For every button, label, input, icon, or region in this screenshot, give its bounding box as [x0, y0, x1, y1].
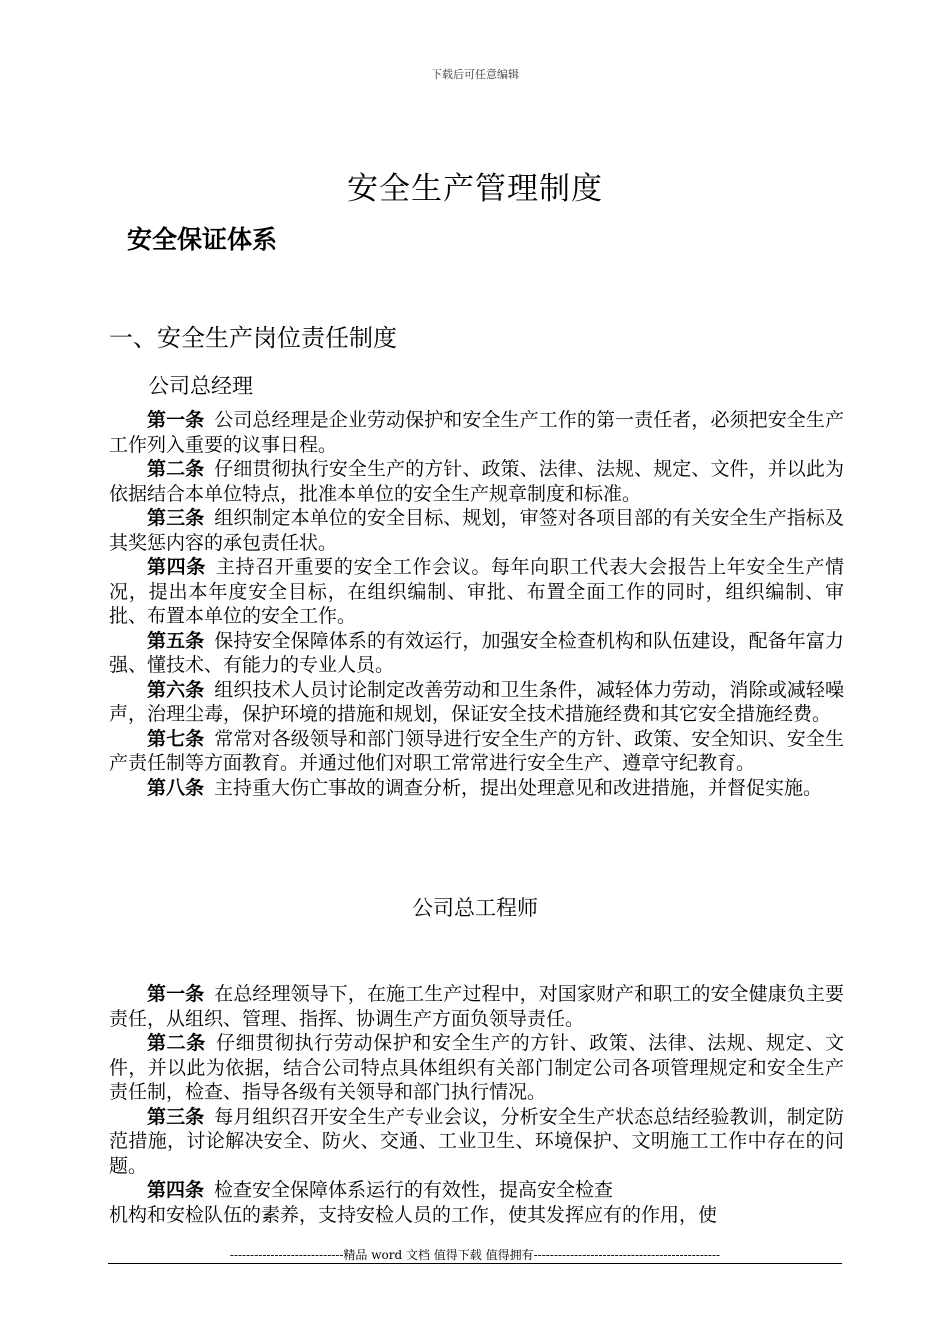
article-text: 主持召开重要的安全工作会议。每年向职工代表大会报告上年安全生产情况，提出本年度安全目标，在组织编制、审批、布置全面工作的同时，组织编制、审批、布置本单位的安全工作。	[109, 556, 844, 627]
article-text: 检查安全保障体系运行的有效性，提高安全检查	[214, 1179, 614, 1201]
article	[109, 776, 844, 801]
section-heading: 一、安全生产岗位责任制度	[109, 324, 397, 352]
article	[109, 457, 844, 506]
article	[109, 678, 844, 727]
chief-engineer-articles	[109, 982, 844, 1227]
article-number: 第八条	[147, 776, 205, 799]
article-text: 组织技术人员讨论制定改善劳动和卫生条件，减轻体力劳动，消除或减轻噪声，治理尘毒，保护环境的措施和规划，保证安全技术措施经费和其它安全措施经费。	[109, 678, 844, 725]
article-number: 第五条	[147, 629, 205, 652]
article	[109, 727, 844, 776]
article-number: 第六条	[147, 678, 205, 701]
article-text: 组织制定本单位的安全目标、规划，审签对各项目部的有关安全生产指标及其奖惩内容的承包责任状。	[109, 507, 844, 554]
header-note: 下载后可任意编辑	[431, 68, 519, 81]
article	[109, 1105, 844, 1179]
general-manager-articles	[109, 408, 844, 800]
article-text: 主持重大伤亡事故的调查分析，提出处理意见和改进措施，并督促实施。	[214, 776, 823, 799]
article-text: 常常对各级领导和部门领导进行安全生产的方针、政策、安全知识、安全生产责任制等方面教育。并通过他们对职工常常进行安全生产、遵章守纪教育。	[109, 727, 844, 774]
article-text: 保持安全保障体系的有效运行，加强安全检查机构和队伍建设，配备年富力强、懂技术、有能力的专业人员。	[109, 629, 844, 676]
subtitle: 安全保证体系	[127, 225, 278, 254]
article-text: 公司总经理是企业劳动保护和安全生产工作的第一责任者，必须把安全生产工作列入重要的议事日程。	[109, 409, 844, 456]
article-number: 第二条	[147, 458, 205, 480]
footer-note: ----------------------------精品 word 文档 值得下载 值得拥有----------------------------------------------	[229, 1248, 721, 1262]
page-title: 安全生产管理制度	[347, 171, 603, 207]
article-number: 第四条	[147, 1179, 205, 1201]
article	[109, 1031, 844, 1105]
article	[109, 408, 844, 457]
article	[109, 982, 844, 1031]
article-text: 每月组织召开安全生产专业会议，分析安全生产状态总结经验教训，制定防范措施，讨论解决安全、防火、交通、工业卫生、环境保护、文明施工工作中存在的问题。	[109, 1105, 844, 1177]
article-text: 仔细贯彻执行劳动保护和安全生产的方针、政策、法律、法规、规定、文件，并以此为依据，结合公司特点具体组织有关部门制定公司各项管理规定和安全生产责任制，检查、指导各级有关领导和部门执行情况。	[109, 1032, 844, 1103]
article-number: 第一条	[147, 983, 205, 1005]
role-heading-general-manager: 公司总经理	[148, 374, 253, 398]
article-continuation	[109, 1203, 844, 1228]
article-number: 第三条	[147, 1105, 205, 1128]
article-number: 第二条	[147, 1032, 206, 1054]
article	[109, 555, 844, 629]
article-text: 在总经理领导下，在施工生产过程中，对国家财产和职工的安全健康负主要责任，从组织、管理、指挥、协调生产方面负领导责任。	[109, 983, 844, 1030]
article	[109, 629, 844, 678]
article-number: 第三条	[147, 507, 205, 529]
article-number: 第四条	[147, 556, 206, 578]
role-heading-chief-engineer: 公司总工程师	[412, 896, 538, 920]
article-number: 第七条	[147, 727, 205, 750]
footer-divider	[108, 1263, 842, 1264]
article-number: 第一条	[147, 409, 205, 431]
article	[109, 1178, 844, 1203]
article-text: 机构和安检队伍的素养，支持安检人员的工作，使其发挥应有的作用，使	[109, 1203, 718, 1226]
article-text: 仔细贯彻执行安全生产的方针、政策、法律、法规、规定、文件，并以此为依据结合本单位特点，批准本单位的安全生产规章制度和标准。	[109, 458, 844, 505]
article	[109, 506, 844, 555]
